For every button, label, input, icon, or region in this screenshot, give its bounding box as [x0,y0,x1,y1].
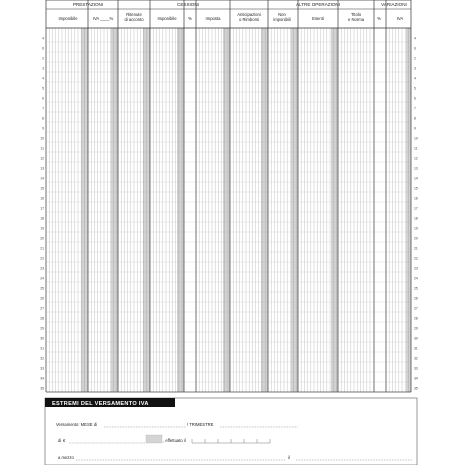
row-number: 4 [414,76,416,81]
row-number: 26 [414,296,418,301]
row-number: 32 [414,356,418,361]
row-number: 31 [414,346,418,351]
col-variazioni-percent: % [377,16,381,21]
row-number: 16 [414,196,418,201]
row-number: 29 [40,326,44,331]
row-number: 29 [414,326,418,331]
row-number: 22 [40,256,44,261]
col-cessioni-percent: % [188,16,192,21]
row-number: 15 [40,186,44,191]
row-number: 13 [414,166,418,171]
shaded-cents-column [291,28,298,392]
row-number: 14 [40,176,44,181]
row-number: 15 [414,186,418,191]
shaded-cents-column [331,28,338,392]
row-number: 17 [40,206,44,211]
row-number: 17 [414,206,418,211]
row-number: 10 [40,136,44,141]
versamento-title: ESTREMI DEL VERSAMENTO IVA [52,401,149,407]
col-non-imponibili-line2: imponibili [273,17,291,22]
row-number: 21 [414,246,418,251]
row-number: 30 [414,336,418,341]
row-number: 33 [40,366,44,371]
row-number: 18 [40,216,44,221]
group-cessioni: CESSIONI [177,2,199,7]
row-number: 31 [40,346,44,351]
row-number: 33 [414,366,418,371]
importo-cents-box[interactable] [146,435,162,443]
row-number: 27 [414,306,418,311]
shaded-cents-column [111,28,118,392]
col-esenti: Esenti [312,16,324,21]
row-number: 30 [40,336,44,341]
col-anticipazioni-line2: o Rimborsi [238,17,260,22]
versamento-trimestre-label: / TRIMESTRE [187,422,214,427]
row-number: 9 [414,126,416,131]
row-number: 6 [414,46,416,51]
row-number: 4 [42,76,44,81]
versamento-frame [45,398,417,465]
row-number: 10 [414,136,418,141]
row-number: 19 [414,226,418,231]
form-header [58,2,406,22]
row-number: 28 [414,316,418,321]
row-number: 14 [414,176,418,181]
row-number: 35 [414,386,418,391]
row-number: 28 [40,316,44,321]
row-number: 22 [414,256,418,261]
row-number: 9 [42,126,44,131]
col-cessioni-imposta: Imposta [205,16,221,21]
row-number: 6 [414,96,416,101]
row-number: 16 [40,196,44,201]
col-variazioni-iva: IVA [396,16,404,21]
row-number: 19 [40,226,44,231]
col-titolo-line2: e Norma [347,17,365,22]
versamento-box [45,398,417,465]
col-ritenute-line1: Ritenute [126,12,142,17]
row-number: 5 [42,86,44,91]
row-number: 8 [414,116,416,121]
row-number: 7 [42,106,44,111]
row-number: 3 [42,66,44,71]
versamento-mese-label: Versamento: MESE di [56,422,97,427]
row-number: 34 [414,376,418,381]
row-number: 25 [40,286,44,291]
row-number: 34 [40,376,44,381]
row-number: 6 [42,96,44,101]
row-number: 6 [42,46,44,51]
row-number: 12 [40,156,44,161]
row-number: 27 [40,306,44,311]
versamento-effettuato-label: , effettuato il [163,438,186,443]
row-number: 7 [414,106,416,111]
row-number: 12 [414,156,418,161]
shaded-cents-column [143,28,150,392]
row-number: 20 [40,236,44,241]
row-number: 4 [42,36,44,41]
group-altre-operazioni: ALTRE OPERAZIONI [295,2,341,7]
col-prestazioni-iva: IVA ____% [92,16,114,21]
row-number: 3 [414,66,416,71]
shaded-cents-column [177,28,184,392]
row-number: 2 [42,56,44,61]
row-number: 5 [414,86,416,91]
row-number: 8 [42,116,44,121]
versamento-il-label: il [288,455,290,460]
row-number: 11 [40,146,44,151]
row-number: 4 [414,36,416,41]
euro-icon: € [63,438,66,443]
row-number: 24 [40,276,44,281]
group-variazioni: VARIAZIONI [381,2,407,7]
row-number: 18 [414,216,418,221]
versamento-importo-label: di [58,438,62,443]
col-anticipazioni-line1: Anticipazioni [237,12,261,17]
group-prestazioni: PRESTAZIONI [72,2,104,7]
col-ritenute-line2: di acconto [124,17,144,22]
row-number: 25 [414,286,418,291]
row-number: 23 [40,266,44,271]
row-number: 32 [40,356,44,361]
row-number: 20 [414,236,418,241]
row-number: 2 [414,56,416,61]
row-number: 23 [414,266,418,271]
col-non-imponibili-line1: Non [278,12,286,17]
row-number: 24 [414,276,418,281]
shaded-cents-column [223,28,230,392]
col-prestazioni-imponibile: Imponibile [58,16,78,21]
col-cessioni-imponibile: Imponibile [157,16,177,21]
row-number: 26 [40,296,44,301]
row-number: 11 [414,146,418,151]
col-titolo-line1: Titolo [350,12,362,17]
row-number: 35 [40,386,44,391]
row-number: 13 [40,166,44,171]
row-number: 21 [40,246,44,251]
versamento-mezzo-label: a mezzo [58,455,74,460]
